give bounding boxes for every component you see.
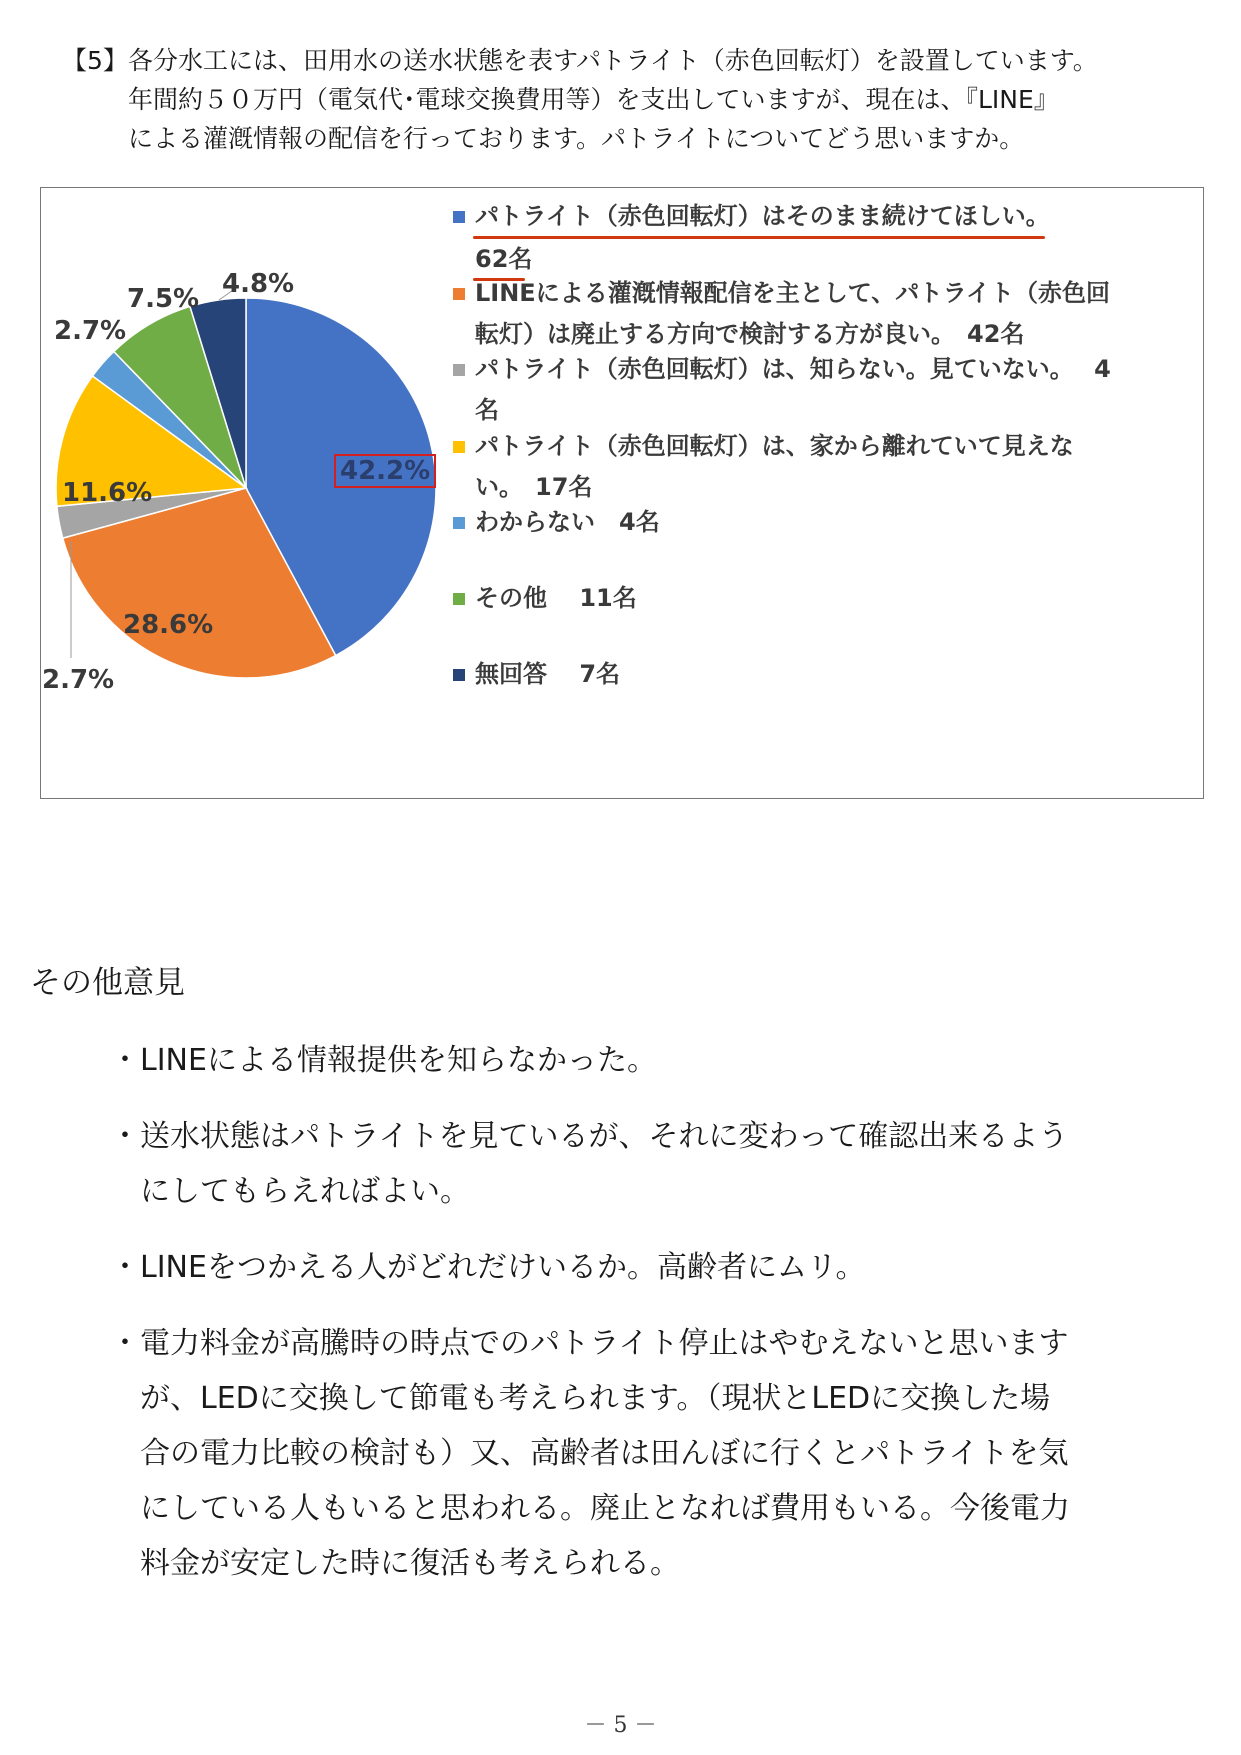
slice-label-pct-6: 4.8% (222, 269, 295, 299)
question-number: 【5】 (62, 46, 128, 75)
bullet-mark: ・ (110, 1119, 140, 1154)
legend-count-0: 62名 (475, 245, 533, 273)
legend-swatch-1 (453, 288, 465, 300)
bullet-mark: ・ (110, 1250, 140, 1285)
opinion-line: LINEをつかえる人がどれだけいるか。高齢者にムリ。 (140, 1250, 866, 1285)
legend-label-0: パトライト（赤色回転灯）はそのまま続けてほしい。 (475, 202, 1050, 230)
section-title-other-opinions: その他意見 (30, 965, 185, 1001)
opinion-line: 合の電力比較の検討も）又、高齢者は田んぼに行くとパトライトを気 (140, 1436, 1069, 1471)
slice-label-pct-5: 7.5% (127, 284, 200, 314)
opinion-line: 送水状態はパトライトを見ているが、それに変わって確認出来るよう (140, 1119, 1069, 1154)
question-line-1: 各分水工には、田用水の送水状態を表すパトライト（赤色回転灯）を設置しています。 (128, 46, 1098, 75)
opinion-line: 料金が安定した時に復活も考えられる。 (140, 1546, 680, 1581)
bullet-mark: ・ (110, 1043, 140, 1078)
legend-label-2b: 名 (475, 396, 499, 424)
slice-label-pct-4: 2.7% (54, 316, 127, 346)
question-line-2: 年間約５０万円（電気代･電球交換費用等）を支出していますが、現在は、『LINE』 (128, 85, 1059, 114)
legend-label-3b: い。 17名 (475, 473, 593, 501)
legend-label-4: わからない 4名 (475, 508, 660, 536)
legend-label-2: パトライト（赤色回転灯）は、知らない。見ていない。 4 (475, 355, 1111, 383)
legend-swatch-4 (453, 517, 465, 529)
bullet-mark: ・ (110, 1326, 140, 1361)
slice-label-pct-3: 11.6% (62, 478, 153, 508)
legend-label-3: パトライト（赤色回転灯）は、家から離れていて見えな (475, 432, 1074, 460)
legend-label-6: 無回答 7名 (475, 660, 621, 688)
legend-swatch-3 (453, 441, 465, 453)
page-number: － 5 － (584, 1713, 657, 1738)
legend-swatch-5 (453, 593, 465, 605)
opinion-line: にしてもらえればよい。 (140, 1174, 470, 1209)
chart-frame (40, 187, 1204, 799)
opinion-line: 電力料金が高騰時の時点でのパトライト停止はやむえないと思います (140, 1326, 1069, 1361)
slice-label-pct-0: 42.2% (334, 454, 436, 488)
legend-label-5: その他 11名 (475, 584, 637, 612)
underline-annotation (473, 236, 1045, 239)
opinion-line: が、LEDに交換して節電も考えられます。（現状とLEDに交換した場 (140, 1381, 1051, 1416)
legend-swatch-6 (453, 669, 465, 681)
slice-label-pct-2: 2.7% (42, 665, 115, 695)
legend-swatch-0 (453, 211, 465, 223)
question-line-3: による灌漑情報の配信を行っております。パトライトについてどう思いますか。 (128, 124, 1025, 153)
opinion-line: LINEによる情報提供を知らなかった。 (140, 1043, 657, 1078)
legend-label-1: LINEによる灌漑情報配信を主として、パトライト（赤色回 (475, 279, 1111, 307)
slice-label-pct-1: 28.6% (123, 610, 214, 640)
legend-label-1b: 転灯）は廃止する方向で検討する方が良い。 42名 (475, 320, 1025, 348)
opinion-line: にしている人もいると思われる。廃止となれば費用もいる。今後電力 (140, 1491, 1070, 1526)
legend-swatch-2 (453, 364, 465, 376)
